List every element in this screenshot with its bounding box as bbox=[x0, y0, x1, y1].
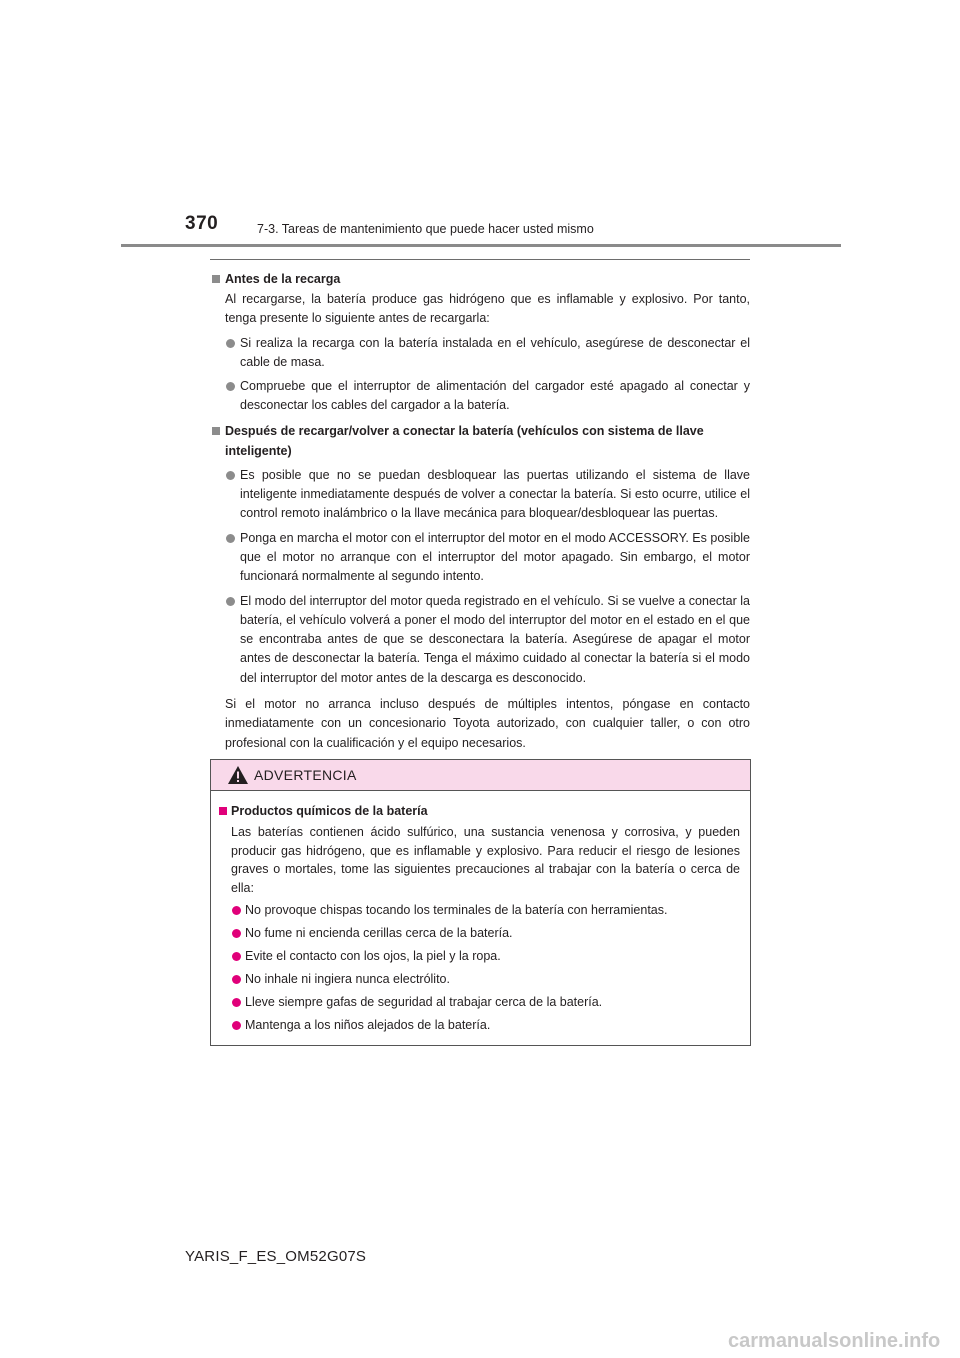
main-content bbox=[210, 259, 750, 753]
section-heading-text: Antes de la recarga bbox=[225, 272, 341, 286]
list-item-text: Si realiza la recarga con la batería instalada en el vehículo, asegúrese de desconectar el cable de masa. bbox=[240, 335, 750, 369]
list-item-text: El modo del interruptor del motor queda registrado en el vehículo. Si se vuelve a conectar la batería, el vehículo volverá a poner el modo del interruptor del motor en el estado en el que se encontraba antes de que se desconectara la batería. Asegúrese de apagar el motor antes de desconectar la batería. Tenga el máximo cuidado al conectar la batería si el modo del interruptor del motor antes de la descarga es desconocido. bbox=[240, 593, 750, 685]
section-intro: Al recargarse, la batería produce gas hidrógeno que es inflamable y explosivo. Por tanto, tenga presente lo siguiente antes de recargarla: bbox=[225, 292, 750, 326]
circle-bullet-icon bbox=[226, 339, 235, 348]
content-divider bbox=[210, 259, 750, 260]
circle-bullet-icon bbox=[232, 975, 241, 984]
circle-bullet-icon bbox=[232, 906, 241, 915]
circle-bullet-icon bbox=[232, 929, 241, 938]
section-closing: Si el motor no arranca incluso después de múltiples intentos, póngase en contacto inmediatamente con un concesionario Toyota autorizado, con cualquier taller, o con otro profesional con la cualificación y el equipo necesarios. bbox=[225, 697, 750, 750]
footer-document-code: YARIS_F_ES_OM52G07S bbox=[185, 1248, 367, 1265]
warning-list-item bbox=[219, 1016, 740, 1035]
list-item-text: Compruebe que el interruptor de alimentación del cargador esté apagado al conectar y desconectar los cables del cargador a la batería. bbox=[240, 379, 750, 413]
list-item bbox=[210, 529, 750, 587]
warning-list-item bbox=[219, 947, 740, 966]
section-heading bbox=[210, 269, 750, 289]
warning-box bbox=[210, 759, 751, 1046]
square-bullet-icon bbox=[219, 807, 227, 815]
warning-list-item bbox=[219, 901, 740, 920]
warning-heading bbox=[219, 802, 740, 821]
circle-bullet-icon bbox=[232, 998, 241, 1007]
square-bullet-icon bbox=[212, 275, 220, 283]
warning-title: ADVERTENCIA bbox=[254, 767, 357, 783]
warning-list-item-text: Evite el contacto con los ojos, la piel y la ropa. bbox=[245, 949, 501, 963]
list-item-text: Ponga en marcha el motor con el interruptor del motor en el modo ACCESSORY. Es posible que el motor no arranque con el interruptor del motor apagado. Sin embargo, el motor funcionará normalmente al segundo intento. bbox=[240, 530, 750, 584]
chapter-title: 7-3. Tareas de mantenimiento que puede hacer usted mismo bbox=[257, 222, 594, 236]
circle-bullet-icon bbox=[232, 1021, 241, 1030]
circle-bullet-icon bbox=[226, 534, 235, 543]
warning-body bbox=[211, 791, 750, 1035]
circle-bullet-icon bbox=[226, 597, 235, 606]
warning-header bbox=[211, 760, 750, 791]
circle-bullet-icon bbox=[226, 471, 235, 480]
circle-bullet-icon bbox=[232, 952, 241, 961]
square-bullet-icon bbox=[212, 427, 220, 435]
warning-list-item bbox=[219, 970, 740, 989]
warning-list-item bbox=[219, 924, 740, 943]
watermark: carmanualsonline.info bbox=[728, 1330, 941, 1352]
warning-list-item-text: No fume ni encienda cerillas cerca de la batería. bbox=[245, 926, 513, 940]
circle-bullet-icon bbox=[226, 382, 235, 391]
page-header bbox=[0, 0, 960, 250]
header-divider bbox=[121, 244, 841, 247]
warning-text: Las baterías contienen ácido sulfúrico, una sustancia venenosa y corrosiva, y pueden producir gas hidrógeno, que es inflamable y explosivo. Para reducir el riesgo de lesiones graves o mortales, tome las siguientes precauciones al trabajar con la batería o cerca de ella: bbox=[231, 825, 740, 895]
warning-heading-text: Productos químicos de la batería bbox=[231, 804, 428, 818]
warning-list-item bbox=[219, 993, 740, 1012]
warning-list-item-text: Mantenga a los niños alejados de la batería. bbox=[245, 1018, 491, 1032]
list-item bbox=[210, 334, 750, 373]
warning-list-item-text: No provoque chispas tocando los terminales de la batería con herramientas. bbox=[245, 903, 668, 917]
warning-list-item-text: Lleve siempre gafas de seguridad al trabajar cerca de la batería. bbox=[245, 995, 603, 1009]
list-item bbox=[210, 466, 750, 524]
warning-triangle-icon bbox=[227, 765, 249, 785]
section-heading bbox=[210, 421, 750, 461]
section-heading-text: Después de recargar/volver a conectar la batería (vehículos con sistema de llave inteligente) bbox=[225, 423, 704, 458]
warning-list-item-text: No inhale ni ingiera nunca electrólito. bbox=[245, 972, 450, 986]
list-item-text: Es posible que no se puedan desbloquear las puertas utilizando el sistema de llave inteligente inmediatamente después de volver a conectar la batería. Si esto ocurre, utilice el control remoto inalámbrico o la llave mecánica para bloquear/desbloquear las puertas. bbox=[240, 467, 750, 521]
list-item bbox=[210, 377, 750, 416]
page-number: 370 bbox=[185, 213, 219, 234]
list-item bbox=[210, 592, 750, 688]
